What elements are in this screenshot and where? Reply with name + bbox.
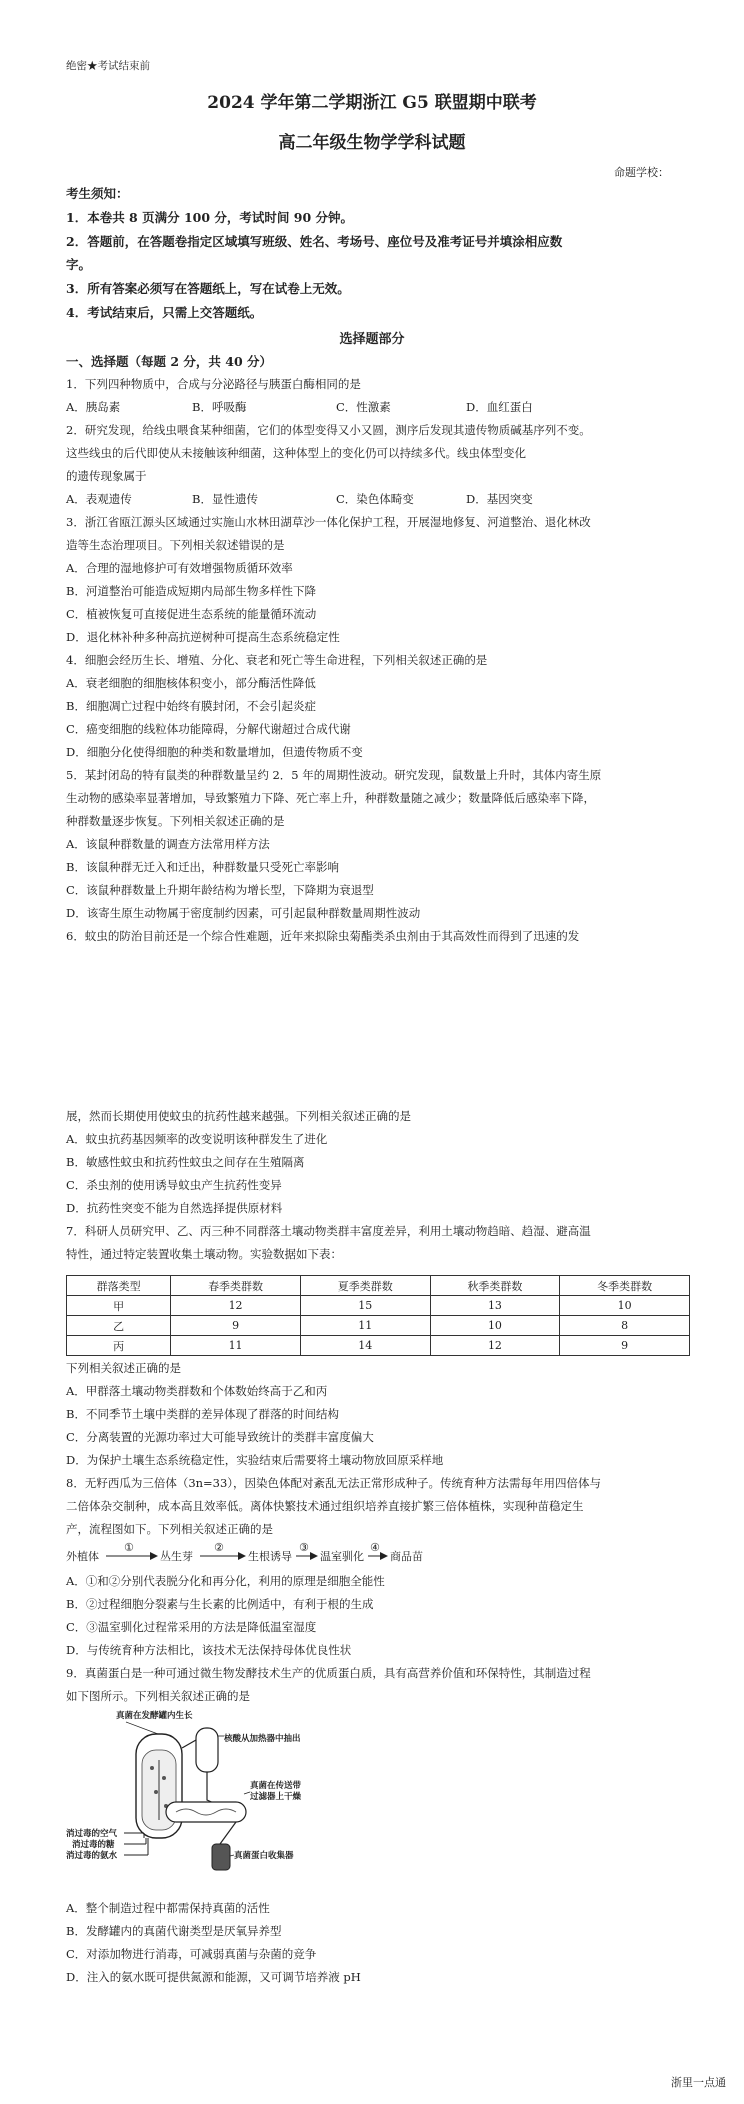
pipe xyxy=(220,1822,236,1844)
q1-option-a: A．胰岛素 xyxy=(66,400,121,414)
q9-stem: 如下图所示。下列相关叙述正确的是 xyxy=(66,1689,250,1703)
table-cell: 12 xyxy=(430,1336,560,1356)
q8-flowchart xyxy=(66,1540,426,1570)
q6-stem: 展，然而长期使用使蚊虫的抗药性越来越强。下列相关叙述正确的是 xyxy=(66,1109,411,1123)
school-label: 命题学校： xyxy=(614,166,669,179)
table-row xyxy=(67,1316,690,1336)
q2-option-a: A．表观遗传 xyxy=(66,492,132,506)
q8-option-d: D．与传统育种方法相比，该技术无法保持母体优良性状 xyxy=(66,1643,352,1657)
q5-stem: 5．某封闭岛的特有鼠类的种群数量呈约 2．5 年的周期性波动。研究发现，鼠数量上升时，其体内寄生原 xyxy=(66,768,602,782)
q1-option-b: B．呼吸酶 xyxy=(192,400,247,414)
notice-item: 1．本卷共 8 页满分 100 分，考试时间 90 分钟。 xyxy=(66,210,353,225)
label-leader xyxy=(126,1722,158,1734)
table-header: 春季类群数 xyxy=(171,1276,301,1296)
q8-stem: 二倍体杂交制种，成本高且效率低。离体快繁技术通过组织培养直接扩繁三倍体植株，实现种苗稳定生 xyxy=(66,1499,584,1513)
q6-option-d: D．抗药性突变不能为自然选择提供原材料 xyxy=(66,1201,283,1215)
flow-step: 生根诱导 xyxy=(248,1550,292,1563)
q9-stem: 9．真菌蛋白是一种可通过微生物发酵技术生产的优质蛋白质，具有高营养价值和环保特性，其制造过程 xyxy=(66,1666,591,1680)
q4-option-b: B．细胞凋亡过程中始终有膜封闭，不会引起炎症 xyxy=(66,699,316,713)
q7-option-c: C．分离装置的光源功率过大可能导致统计的类群丰富度偏大 xyxy=(66,1430,374,1444)
heater-unit xyxy=(196,1728,218,1772)
q2-stem: 的遗传现象属于 xyxy=(66,469,147,483)
q5-option-b: B．该鼠种群无迁入和迁出，种群数量只受死亡率影响 xyxy=(66,860,339,874)
confidential-label: 绝密★考试结束前 xyxy=(66,60,150,72)
flow-step: 商品苗 xyxy=(390,1550,423,1563)
notice-item: 3．所有答案必须写在答题纸上，写在试卷上无效。 xyxy=(66,281,350,296)
data-table xyxy=(66,1275,690,1356)
table-cell: 13 xyxy=(430,1296,560,1316)
table-header: 群落类型 xyxy=(67,1276,171,1296)
table-cell: 9 xyxy=(560,1336,690,1356)
table-cell: 11 xyxy=(300,1316,430,1336)
q8-option-c: C．③温室驯化过程常采用的方法是降低温室湿度 xyxy=(66,1620,317,1634)
q3-option-d: D．退化林补种多种高抗逆树种可提高生态系统稳定性 xyxy=(66,630,340,644)
notice-item: 2．答题前，在答题卷指定区域填写班级、姓名、考场号、座位号及准考证号并填涂相应数 xyxy=(66,234,563,249)
flow-step-num: ① xyxy=(124,1541,134,1554)
q6-option-b: B．敏感性蚊虫和抗药性蚊虫之间存在生殖隔离 xyxy=(66,1155,305,1169)
table-row xyxy=(67,1336,690,1356)
q5-stem: 生动物的感染率显著增加，导致繁殖力下降、死亡率上升，种群数量随之减少；数量降低后感染率下降， xyxy=(66,791,595,805)
exam-title: 2024 学年第二学期浙江 G5 联盟期中联考 xyxy=(207,93,537,113)
flow-step-num: ④ xyxy=(370,1541,380,1554)
collector-label: 真菌蛋白收集器 xyxy=(234,1851,294,1861)
q4-option-d: D．细胞分化使得细胞的种类和数量增加，但遗传物质不变 xyxy=(66,745,363,759)
flow-step-num: ③ xyxy=(299,1541,309,1554)
q1-option-d: D．血红蛋白 xyxy=(466,400,533,414)
notice-heading: 考生须知： xyxy=(66,186,129,201)
tank-label: 真菌在发酵罐内生长 xyxy=(116,1711,193,1721)
q7-stem: 7．科研人员研究甲、乙、丙三种不同群落土壤动物类群丰富度差异，利用土壤动物趋暗、趋湿、避高温 xyxy=(66,1224,591,1238)
table-cell: 甲 xyxy=(67,1296,171,1316)
table-header: 冬季类群数 xyxy=(560,1276,690,1296)
flow-arrow-head xyxy=(380,1552,388,1560)
pipe xyxy=(207,1772,216,1804)
table-header: 夏季类群数 xyxy=(300,1276,430,1296)
q6-stem: 6．蚊虫的防治目前还是一个综合性难题，近年来拟除虫菊酯类杀虫剂由于其高效性而得到了迅速的发 xyxy=(66,929,580,943)
q2-option-c: C．染色体畸变 xyxy=(336,492,414,506)
q2-stem: 2．研究发现，给线虫喂食某种细菌，它们的体型变得又小又圆，测序后发现其遗传物质碱基序列不变。 xyxy=(66,423,591,437)
q8-stem: 产，流程图如下。下列相关叙述正确的是 xyxy=(66,1522,273,1536)
pipe xyxy=(182,1740,196,1748)
q1-stem: 1．下列四种物质中，合成与分泌路径与胰蛋白酶相同的是 xyxy=(66,377,361,391)
bubble-icon xyxy=(150,1766,154,1770)
fermentation-diagram xyxy=(66,1708,336,1890)
table-row xyxy=(67,1296,690,1316)
notice-item: 4．考试结束后，只需上交答题纸。 xyxy=(66,305,263,320)
q4-stem: 4．细胞会经历生长、增殖、分化、衰老和死亡等生命进程，下列相关叙述正确的是 xyxy=(66,653,488,667)
q2-stem: 这些线虫的后代即使从未接触该种细菌，这种体型上的变化仍可以持续多代。线虫体型变化 xyxy=(66,446,526,460)
table-cell: 10 xyxy=(430,1316,560,1336)
table-cell: 11 xyxy=(171,1336,301,1356)
input-sugar-label: 消过毒的糖 xyxy=(72,1840,115,1850)
q6-option-a: A．蚊虫抗药基因频率的改变说明该种群发生了进化 xyxy=(66,1132,328,1146)
q7-option-d: D．为保护土壤生态系统稳定性，实验结束后需要将土壤动物放回原采样地 xyxy=(66,1453,444,1467)
q8-option-a: A．①和②分别代表脱分化和再分化，利用的原理是细胞全能性 xyxy=(66,1574,385,1588)
q3-option-c: C．植被恢复可直接促进生态系统的能量循环流动 xyxy=(66,607,317,621)
q9-option-c: C．对添加物进行消毒，可减弱真菌与杂菌的竞争 xyxy=(66,1947,317,1961)
q7-stem: 特性，通过特定装置收集土壤动物。实验数据如下表： xyxy=(66,1247,342,1261)
exam-subtitle: 高二年级生物学学科试题 xyxy=(278,133,466,153)
q3-option-b: B．河道整治可能造成短期内局部生物多样性下降 xyxy=(66,584,316,598)
flow-arrow-head xyxy=(238,1552,246,1560)
flow-step-num: ② xyxy=(214,1541,224,1554)
q7-after: 下列相关叙述正确的是 xyxy=(66,1361,181,1375)
filter-label: 真菌在传送带 xyxy=(250,1781,302,1791)
q7-option-a: A．甲群落土壤动物类群数和个体数始终高于乙和丙 xyxy=(66,1384,328,1398)
q3-option-a: A．合理的湿地修护可有效增强物质循环效率 xyxy=(66,561,293,575)
section-title: 选择题部分 xyxy=(339,332,405,347)
q8-option-b: B．②过程细胞分裂素与生长素的比例适中，有利于根的生成 xyxy=(66,1597,374,1611)
flow-arrow-head xyxy=(310,1552,318,1560)
q5-option-c: C．该鼠种群数量上升期年龄结构为增长型，下降期为衰退型 xyxy=(66,883,374,897)
bubble-icon xyxy=(154,1790,158,1794)
q9-option-d: D．注入的氨水既可提供氮源和能源，又可调节培养液 pH xyxy=(66,1970,361,1984)
table-cell: 9 xyxy=(171,1316,301,1336)
q4-option-c: C．癌变细胞的线粒体功能障碍，分解代谢超过合成代谢 xyxy=(66,722,351,736)
q6-option-c: C．杀虫剂的使用诱导蚊虫产生抗药性变异 xyxy=(66,1178,282,1192)
input-ammonia-label: 消过毒的氨水 xyxy=(66,1851,118,1861)
table-cell: 15 xyxy=(300,1296,430,1316)
filter-label: 过滤器上干燥 xyxy=(250,1792,302,1802)
q2-option-b: B．显性遗传 xyxy=(192,492,258,506)
q5-option-d: D．该寄生原生动物属于密度制约因素，可引起鼠种群数量周期性波动 xyxy=(66,906,421,920)
table-header: 秋季类群数 xyxy=(430,1276,560,1296)
conveyor-filter xyxy=(166,1802,246,1822)
q5-option-a: A．该鼠种群数量的调查方法常用样方法 xyxy=(66,837,270,851)
flow-arrow-head xyxy=(150,1552,158,1560)
q3-stem: 造等生态治理项目。下列相关叙述错误的是 xyxy=(66,538,285,552)
table-cell: 乙 xyxy=(67,1316,171,1336)
q8-stem: 8．无籽西瓜为三倍体（3n=33），因染色体配对紊乱无法正常形成种子。传统育种方法需每年用四倍体与 xyxy=(66,1476,602,1490)
flow-step: 温室驯化 xyxy=(320,1550,364,1563)
flow-step: 丛生芽 xyxy=(160,1550,193,1563)
q9-option-b: B．发酵罐内的真菌代谢类型是厌氧异养型 xyxy=(66,1924,282,1938)
table-cell: 丙 xyxy=(67,1336,171,1356)
flow-step: 外植体 xyxy=(66,1550,99,1563)
q2-option-d: D．基因突变 xyxy=(466,492,533,506)
heater-label: 核酸从加热器中抽出 xyxy=(224,1734,301,1744)
input-air-label: 消过毒的空气 xyxy=(66,1829,118,1839)
q5-stem: 种群数量逐步恢复。下列相关叙述正确的是 xyxy=(66,814,285,828)
q3-stem: 3．浙江省瓯江源头区域通过实施山水林田湖草沙一体化保护工程，开展湿地修复、河道整治、退化林改 xyxy=(66,515,591,529)
q4-option-a: A．衰老细胞的细胞核体积变小，部分酶活性降低 xyxy=(66,676,316,690)
table-cell: 12 xyxy=(171,1296,301,1316)
table-cell: 8 xyxy=(560,1316,690,1336)
footer-watermark: 浙里一点通 xyxy=(671,2076,726,2089)
q9-option-a: A．整个制造过程中都需保持真菌的活性 xyxy=(66,1901,270,1915)
notice-item: 字。 xyxy=(66,257,92,272)
table-cell: 10 xyxy=(560,1296,690,1316)
bubble-icon xyxy=(162,1776,166,1780)
part-title: 一、选择题（每题 2 分，共 40 分） xyxy=(66,354,273,369)
table-cell: 14 xyxy=(300,1336,430,1356)
table-header-row xyxy=(67,1276,690,1296)
q1-option-c: C．性激素 xyxy=(336,400,391,414)
collector-vessel xyxy=(212,1844,230,1870)
q7-option-b: B．不同季节土壤中类群的差异体现了群落的时间结构 xyxy=(66,1407,339,1421)
